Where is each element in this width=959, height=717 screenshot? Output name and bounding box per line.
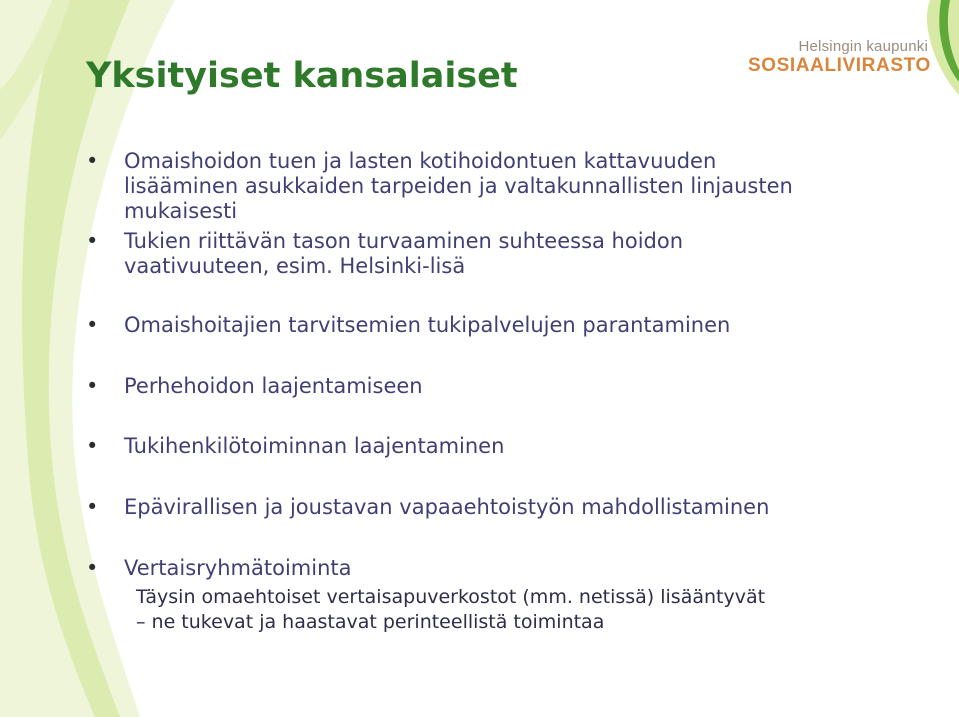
sub-bullet-text [136,585,926,635]
bullet-dot: • [86,149,99,173]
bullet-line: Omaishoidon tuen ja lasten kotihoidontuen kattavuuden [124,149,717,173]
bullet-dot: • [86,434,99,458]
bullet-dot: • [86,229,99,253]
slide-title: Yksityiset kansalaiset [86,56,518,96]
bullet-dot: • [86,495,99,519]
bullet-dot: • [86,313,99,337]
bullet-line: Vertaisryhmätoiminta [124,556,352,580]
bullet-line: Perhehoidon laajentamiseen [124,374,423,398]
logo-city-text: Helsingin kaupunki [798,38,928,55]
logo-department-text: SOSIAALIVIRASTO [748,55,931,76]
sub-line: Täysin omaehtoiset vertaisapuverkostot (mm. netissä) lisääntyvät [136,586,766,608]
bullet-line: vaativuuteen, esim. Helsinki-lisä [124,254,466,278]
bullet-line: mukaisesti [124,199,238,223]
bullet-line: Tukihenkilötoiminnan laajentaminen [124,434,505,458]
bullet-line: Tukien riittävän tason turvaaminen suhteessa hoidon [124,229,684,253]
bullet-dot: • [86,374,99,398]
bullet-line: Epävirallisen ja joustavan vapaaehtoistyön mahdollistaminen [124,495,770,519]
bullet-dot: • [86,556,99,580]
bullet-line: lisääminen asukkaiden tarpeiden ja valtakunnallisten linjausten [124,174,793,198]
bullet-line: Omaishoitajien tarvitsemien tukipalvelujen parantaminen [124,313,731,337]
sub-line: – ne tukevat ja haastavat perinteellistä toimintaa [136,611,605,633]
